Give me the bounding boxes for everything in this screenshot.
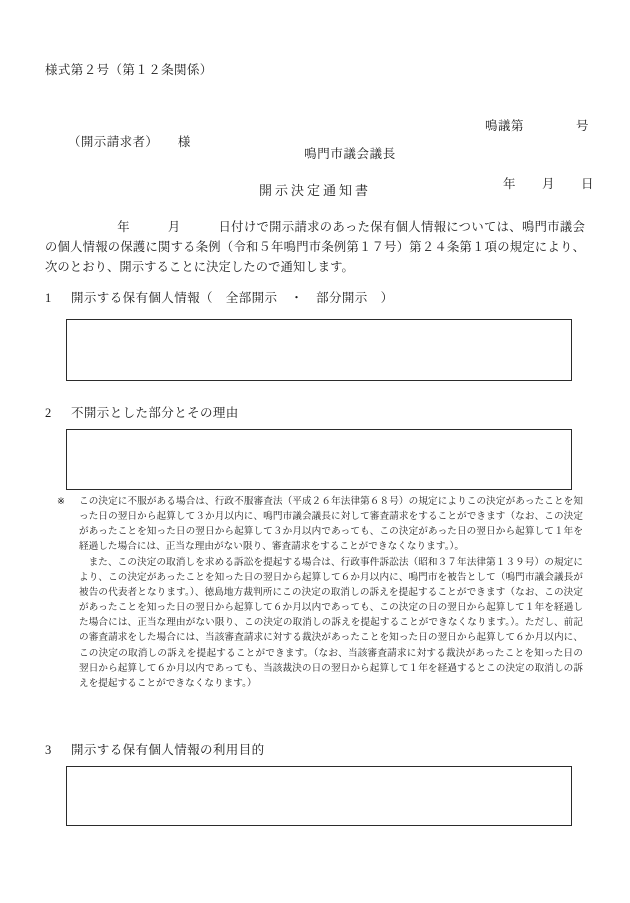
note-marker: ※ xyxy=(57,496,66,507)
body-paragraph-text: 年 月 日付けで開示請求のあった保有個人情報については、鳴門市議会の個人情報の保護に関する条例（令和５年鳴門市条例第１７号）第２４条第１項の規定により、次のとおり、開示することに決定したので通知します。 xyxy=(45,220,585,274)
document-date: 年 月 日 xyxy=(502,176,594,191)
section-3-answer-box[interactable] xyxy=(66,766,572,826)
document-number: 鳴議第 号 xyxy=(484,118,589,133)
section-1-label: 開示する保有個人情報（ 全部開示 ・ 部分開示 ） xyxy=(71,291,394,305)
body-paragraph xyxy=(45,218,585,278)
section-3-label: 開示する保有個人情報の利用目的 xyxy=(71,743,265,757)
section-3-heading xyxy=(45,740,265,758)
legal-note-text-1: この決定に不服がある場合は、行政不服審査法（平成２６年法律第６８号）の規定によりこの決定があったことを知った日の翌日から起算して３か月以内に、鳴門市議会議長に対して審査請求をすることができます（なお、この決定があったことを知った日の翌日から起算して３か月以内であっても、この決定があった日の翌日から起算して１年を経過した場合には、正当な理由がない限り、審査請求をすることができなくなります。）。 xyxy=(79,496,583,553)
section-2-number: 2 xyxy=(45,406,52,420)
section-3-number: 3 xyxy=(45,743,52,757)
legal-note-text-2: また、この決定の取消しを求める訴訟を提起する場合は、行政事件訴訟法（昭和３７年法律第１３９号）の規定により、この決定があったことを知った日の翌日から起算して６か月以内に、鳴門市を被告として（鳴門市議会議長が被告の代表者となります。）、徳島地方裁判所にこの決定の取消しの訴えを提起することができます（なお、この決定があったことを知った日の翌日から起算して６か月以内であっても、この決定の日の翌日から起算して１年を経過した場合には、正当な理由がない限り、この決定の取消しの訴えを提起することができなくなります。）。ただし、前記の審査請求をした場合には、当該審査請求に対する裁決があったことを知った日の翌日から起算して６か月以内に、この決定の取消しの訴えを提起することができます。（なお、当該審査請求に対する裁決があったことを知った日の翌日から起算して６か月以内であっても、当該裁決の日の翌日から起算して１年を経過するとこの決定の取消しの訴えを提起することができなくなります。） xyxy=(79,556,583,689)
section-1-heading xyxy=(45,288,394,306)
issuer: 鳴門市議会議長 xyxy=(304,147,396,161)
addressee: （開示請求者） 様 xyxy=(68,135,191,149)
legal-note-paragraph-2 xyxy=(57,555,583,691)
section-2-answer-box[interactable] xyxy=(66,429,572,490)
section-1-number: 1 xyxy=(45,291,52,305)
section-2-heading xyxy=(45,403,239,421)
legal-note xyxy=(57,494,583,691)
legal-note-paragraph-1 xyxy=(57,494,583,555)
section-2-label: 不開示とした部分とその理由 xyxy=(71,406,239,420)
form-number: 様式第２号（第１２条関係） xyxy=(45,63,213,77)
page-title: 開示決定通知書 xyxy=(258,183,371,198)
section-1-answer-box[interactable] xyxy=(66,319,572,381)
